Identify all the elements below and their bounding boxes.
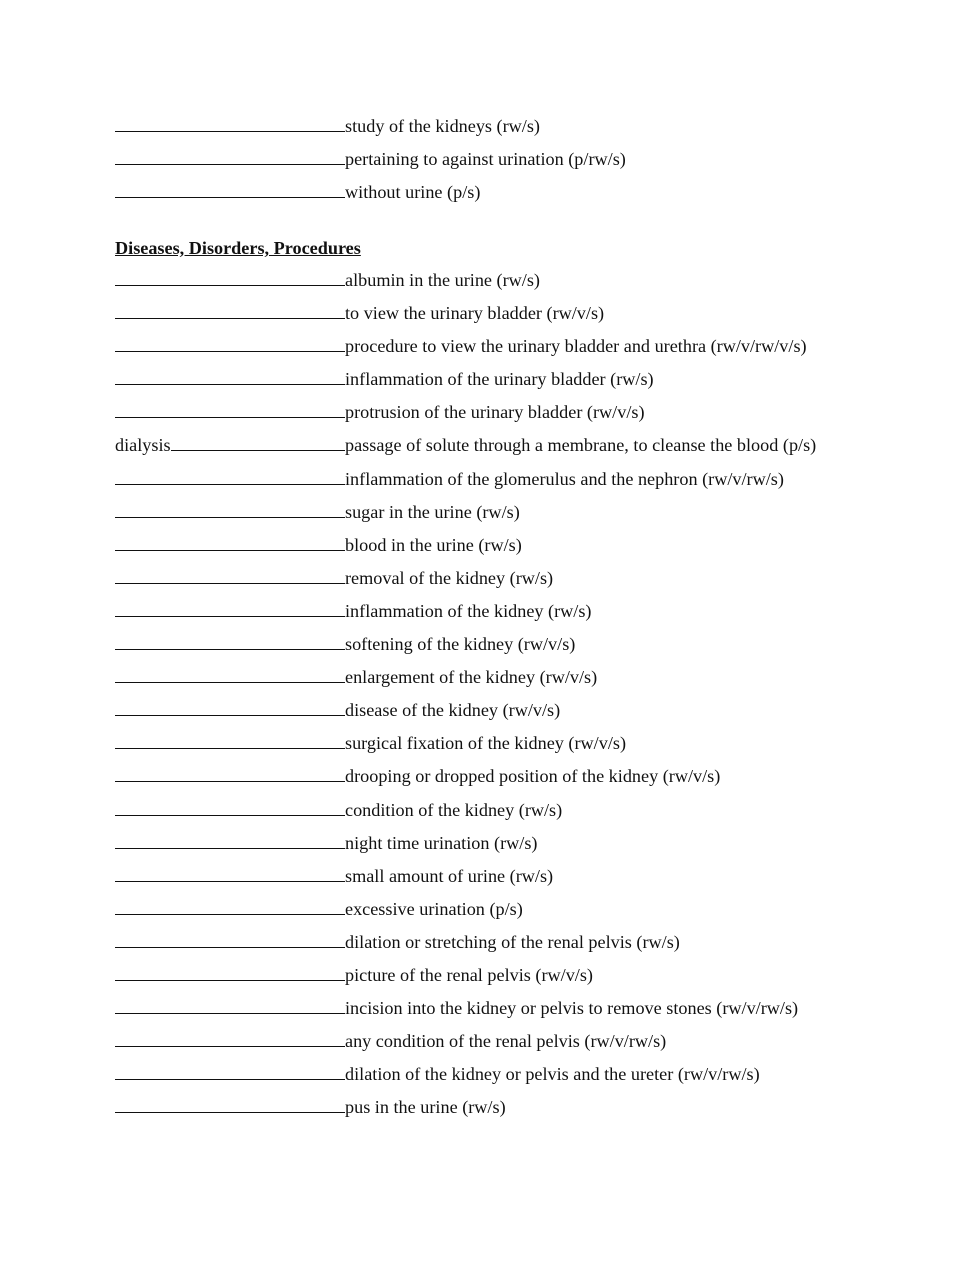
answer-blank[interactable] [171, 433, 345, 451]
definition-text: procedure to view the urinary bladder and urethra (rw/v/rw/v/s) [345, 336, 807, 357]
answer-blank[interactable] [115, 897, 345, 915]
answer-blank[interactable] [115, 367, 345, 385]
definition-text: drooping or dropped position of the kidney (rw/v/s) [345, 766, 721, 787]
term-row [115, 959, 955, 992]
answer-blank[interactable] [115, 114, 345, 132]
definition-text: picture of the renal pelvis (rw/v/s) [345, 964, 593, 985]
definition-text: removal of the kidney (rw/s) [345, 567, 554, 588]
term-row [115, 396, 955, 429]
answer-blank[interactable] [115, 400, 345, 418]
term-row [115, 760, 955, 793]
definition-text: albumin in the urine (rw/s) [345, 270, 540, 290]
definition-text: excessive urination (p/s) [345, 898, 523, 919]
term-row [115, 297, 955, 330]
definition-text: inflammation of the urinary bladder (rw/s) [345, 369, 654, 390]
term-row [115, 429, 955, 462]
definition-text: softening of the kidney (rw/v/s) [345, 634, 576, 655]
term-row [115, 176, 955, 209]
answer-blank[interactable] [115, 147, 345, 165]
term-row [115, 1058, 955, 1091]
term-row [115, 363, 955, 396]
answer-blank[interactable] [115, 1062, 345, 1080]
term-row [115, 110, 955, 143]
definition-text: without urine (p/s) [345, 182, 481, 203]
answer-blank[interactable] [115, 180, 345, 198]
definition-text: night time urination (rw/s) [345, 832, 538, 853]
definition-text: inflammation of the kidney (rw/s) [345, 600, 592, 621]
definition-text: surgical fixation of the kidney (rw/v/s) [345, 733, 627, 754]
term-row [115, 727, 955, 760]
answer-blank[interactable] [115, 831, 345, 849]
definition-text: to view the urinary bladder (rw/v/s) [345, 303, 605, 324]
definition-text: small amount of urine (rw/s) [345, 865, 554, 886]
term-row [115, 827, 955, 860]
definition-text: blood in the urine (rw/s) [345, 534, 522, 555]
definition-text: condition of the kidney (rw/s) [345, 799, 563, 820]
term-row [115, 529, 955, 562]
term-row [115, 992, 955, 1025]
answer-text: dialysis [115, 435, 171, 456]
term-row [115, 860, 955, 893]
answer-blank[interactable] [115, 599, 345, 617]
answer-blank[interactable] [115, 930, 345, 948]
term-row [115, 628, 955, 661]
definition-text: enlargement of the kidney (rw/v/s) [345, 667, 598, 688]
term-row [115, 794, 955, 827]
term-row [115, 264, 955, 297]
answer-blank[interactable] [115, 1095, 345, 1113]
definition-text: disease of the kidney (rw/v/s) [345, 700, 561, 721]
term-row [115, 661, 955, 694]
answer-blank[interactable] [115, 334, 345, 352]
definition-text: incision into the kidney or pelvis to remove stones (rw/v/rw/s) [345, 998, 799, 1019]
definition-text: dilation or stretching of the renal pelvis (rw/s) [345, 931, 680, 952]
definition-text: protrusion of the urinary bladder (rw/v/s) [345, 402, 645, 423]
answer-blank[interactable] [115, 533, 345, 551]
definition-text: inflammation of the glomerulus and the nephron (rw/v/rw/s) [345, 468, 784, 489]
answer-blank[interactable] [115, 566, 345, 584]
answer-blank[interactable] [115, 1029, 345, 1047]
term-row [115, 562, 955, 595]
answer-blank[interactable] [115, 698, 345, 716]
diseases-term-list [115, 264, 955, 1124]
top-term-list [115, 110, 955, 209]
definition-text: pus in the urine (rw/s) [345, 1097, 506, 1118]
answer-blank[interactable] [115, 963, 345, 981]
definition-text: passage of solute through a membrane, to cleanse the blood (p/s) [345, 435, 817, 456]
term-row [115, 694, 955, 727]
term-row [115, 330, 955, 363]
answer-blank[interactable] [115, 500, 345, 518]
answer-blank[interactable] [115, 764, 345, 782]
answer-blank[interactable] [115, 301, 345, 319]
definition-text: study of the kidneys (rw/s) [345, 116, 540, 136]
definition-text: dilation of the kidney or pelvis and the ureter (rw/v/rw/s) [345, 1064, 760, 1085]
answer-blank[interactable] [115, 996, 345, 1014]
term-row [115, 1091, 955, 1124]
answer-blank[interactable] [115, 467, 345, 485]
term-row [115, 463, 955, 496]
term-row [115, 496, 955, 529]
term-row [115, 595, 955, 628]
answer-blank[interactable] [115, 268, 345, 286]
term-row [115, 926, 955, 959]
answer-blank[interactable] [115, 665, 345, 683]
answer-blank[interactable] [115, 731, 345, 749]
answer-blank[interactable] [115, 798, 345, 816]
answer-blank[interactable] [115, 632, 345, 650]
term-row [115, 1025, 955, 1058]
definition-text: sugar in the urine (rw/s) [345, 501, 520, 522]
term-row [115, 893, 955, 926]
definition-text: pertaining to against urination (p/rw/s) [345, 149, 626, 170]
answer-blank[interactable] [115, 864, 345, 882]
section-heading: Diseases, Disorders, Procedures [115, 238, 361, 258]
term-row [115, 143, 955, 176]
definition-text: any condition of the renal pelvis (rw/v/rw/s) [345, 1031, 667, 1052]
